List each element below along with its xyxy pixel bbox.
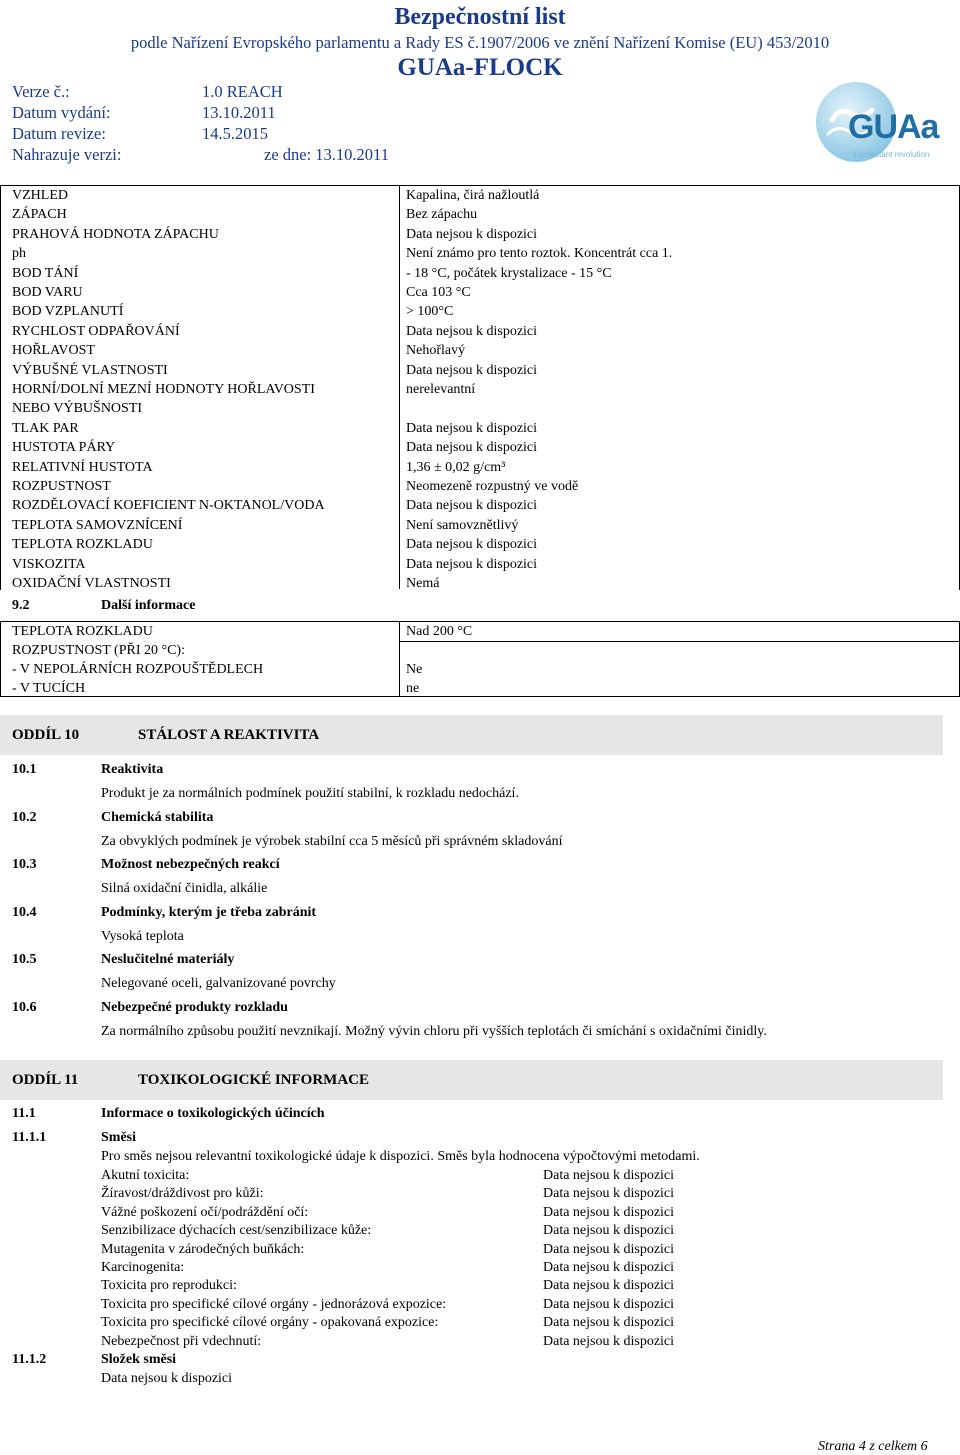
subsection-text: Nelegované oceli, galvanizované povrchy — [101, 976, 336, 992]
property-value: Data nejsou k dispozici — [406, 420, 538, 436]
toxicity-label: Karcinogenita: — [101, 1260, 185, 1275]
subsection-title: Reaktivita — [101, 762, 164, 777]
property-label: RELATIVNÍ HUSTOTA — [12, 459, 153, 475]
property-label: OXIDAČNÍ VLASTNOSTI — [12, 576, 171, 591]
product-name: GUAa-FLOCK — [397, 54, 563, 81]
subsection-number: 10.5 — [12, 952, 37, 968]
toxicity-label: Akutní toxicita: — [101, 1168, 190, 1183]
subsection-text: Produkt je za normálních podmínek použití stabilní, k rozkladu nedochází. — [101, 786, 519, 801]
property-label: ph — [12, 246, 26, 262]
meta-label: Datum vydání: — [12, 103, 111, 122]
subsection-text: Za normálního způsobu použití nevznikají. Možný vývin chloru při vyšších teplotách či smíchání s oxidačními činidly. — [101, 1024, 767, 1039]
components-text: Data nejsou k dispozici — [101, 1371, 233, 1386]
section-10-header — [0, 715, 943, 755]
toxicology-intro: Pro směs nejsou relevantní toxikologické údaje k dispozici. Směs byla hodnocena výpočtovými metodami. — [101, 1149, 700, 1164]
toxicity-value: Data nejsou k dispozici — [543, 1296, 675, 1312]
property-label: HUSTOTA PÁRY — [12, 440, 116, 456]
property-label: BOD VARU — [12, 285, 83, 300]
subsection-title: Nebezpečné produkty rozkladu — [101, 1000, 288, 1015]
property-label: TEPLOTA SAMOVZNÍCENÍ — [12, 517, 183, 533]
subsection-number: 9.2 — [12, 598, 30, 613]
toxicity-label: Nebezpečnost při vdechnutí: — [101, 1333, 262, 1349]
subsection-text: Za obvyklých podmínek je výrobek stabilní cca 5 měsíců při správném skladování — [101, 833, 563, 849]
property-value: nerelevantní — [406, 382, 476, 397]
property-value: Data nejsou k dispozici — [406, 556, 538, 572]
subsection-title: Podmínky, kterým je třeba zabránit — [101, 904, 317, 920]
meta-issue-date — [12, 103, 276, 123]
other-info-value: Ne — [406, 662, 423, 677]
subsection-number: 10.2 — [12, 809, 37, 825]
property-label: RYCHLOST ODPAŘOVÁNÍ — [12, 323, 180, 339]
property-value: Není samovznětlivý — [406, 517, 519, 533]
property-label: VÝBUŠNÉ VLASTNOSTI — [12, 362, 168, 378]
other-info-label: - V NEPOLÁRNÍCH ROZPOUŠTĚDLECH — [12, 662, 264, 677]
property-value: Kapalina, čirá nažloutlá — [406, 188, 540, 203]
section-number: ODDÍL 10 — [12, 727, 80, 743]
meta-label: Datum revize: — [12, 124, 106, 143]
property-value: Neomezeně rozpustný ve vodě — [406, 479, 579, 494]
property-label: NEBO VÝBUŠNOSTI — [12, 401, 143, 417]
meta-value: 13.10.2011 — [202, 103, 276, 122]
meta-supersedes — [12, 145, 389, 165]
property-value: Nemá — [406, 576, 440, 591]
logo-text: GUAa — [848, 108, 939, 146]
subsection-title: Neslučitelné materiály — [101, 952, 235, 968]
property-value: 1,36 ± 0,02 g/cm³ — [406, 459, 506, 475]
subsection-title: Složek směsi — [101, 1352, 177, 1367]
property-label: HOŘLAVOST — [12, 343, 95, 359]
toxicity-value: Data nejsou k dispozici — [543, 1333, 675, 1349]
section-number: ODDÍL 11 — [12, 1072, 79, 1088]
property-value: - 18 °C, počátek krystalizace - 15 °C — [406, 265, 612, 281]
meta-label: Nahrazuje verzi: — [12, 145, 122, 164]
property-value: Bez zápachu — [406, 207, 478, 223]
property-value: Data nejsou k dispozici — [406, 440, 538, 456]
meta-label: Verze č.: — [12, 82, 70, 101]
subsection-text: Vysoká teplota — [101, 928, 184, 944]
regulation-line: podle Nařízení Evropského parlamentu a Rady ES č.1907/2006 ve znění Nařízení Komise (EU) 453/2010 — [130, 33, 830, 52]
toxicity-label: Žíravost/dráždivost pro kůži: — [101, 1186, 264, 1202]
property-value: > 100°C — [406, 304, 454, 320]
property-value: Není známo pro tento roztok. Koncentrát cca 1. — [406, 246, 673, 262]
toxicity-value: Data nejsou k dispozici — [543, 1186, 675, 1202]
property-value: Data nejsou k dispozici — [406, 537, 538, 553]
toxicity-label: Toxicita pro reprodukci: — [101, 1278, 237, 1294]
meta-version — [12, 82, 283, 102]
property-label: TEPLOTA ROZKLADU — [12, 537, 153, 553]
toxicity-label: Toxicita pro specifické cílové orgány - jednorázová expozice: — [101, 1296, 447, 1312]
meta-value: 14.5.2015 — [202, 124, 268, 143]
subsection-text: Silná oxidační činidla, alkálie — [101, 881, 268, 897]
toxicity-value: Data nejsou k dispozici — [543, 1241, 675, 1257]
subsection-title: Informace o toxikologických účincích — [101, 1106, 325, 1121]
meta-value: ze dne: 13.10.2011 — [264, 145, 389, 164]
other-info-label: ROZPUSTNOST (PŘI 20 °C): — [12, 643, 185, 658]
property-value: Data nejsou k dispozici — [406, 362, 538, 378]
section-title: TOXIKOLOGICKÉ INFORMACE — [138, 1072, 369, 1088]
property-value: Data nejsou k dispozici — [406, 323, 538, 339]
logo-tagline: disinfectant revolution — [852, 150, 930, 159]
subsection-title: Směsi — [101, 1130, 136, 1145]
page-number: Strana 4 z celkem 6 — [818, 1439, 928, 1454]
company-logo — [812, 80, 952, 165]
subsection-number: 10.6 — [12, 1000, 37, 1015]
other-info-value: ne — [406, 681, 420, 696]
toxicity-label: Mutagenita v zárodečných buňkách: — [101, 1241, 305, 1257]
toxicity-value: Data nejsou k dispozici — [543, 1315, 675, 1331]
toxicity-value: Data nejsou k dispozici — [543, 1223, 675, 1239]
property-label: BOD VZPLANUTÍ — [12, 304, 124, 320]
toxicity-value: Data nejsou k dispozici — [543, 1260, 675, 1275]
toxicity-label: Senzibilizace dýchacích cest/senzibilizace kůže: — [101, 1223, 372, 1239]
toxicity-value: Data nejsou k dispozici — [543, 1204, 675, 1220]
property-value: Data nejsou k dispozici — [406, 498, 538, 514]
subsection-number: 10.1 — [12, 762, 37, 777]
other-info-label: TEPLOTA ROZKLADU — [12, 624, 153, 639]
subsection-title: Chemická stabilita — [101, 809, 214, 825]
subsection-number: 10.3 — [12, 857, 37, 873]
toxicity-label: Toxicita pro specifické cílové orgány - opakovaná expozice: — [101, 1315, 439, 1331]
meta-value: 1.0 REACH — [202, 82, 283, 101]
other-info-value: Nad 200 °C — [406, 624, 473, 639]
toxicity-label: Vážné poškození očí/podráždění očí: — [101, 1204, 309, 1220]
document-title: Bezpečnostní list — [394, 4, 566, 30]
toxicity-value: Data nejsou k dispozici — [543, 1168, 675, 1183]
property-label: BOD TÁNÍ — [12, 265, 79, 281]
section-title: STÁLOST A REAKTIVITA — [138, 727, 320, 743]
property-value: Nehořlavý — [406, 343, 466, 359]
property-label: ROZDĚLOVACÍ KOEFICIENT N-OKTANOL/VODA — [12, 498, 325, 514]
property-value: Cca 103 °C — [406, 285, 471, 300]
toxicity-value: Data nejsou k dispozici — [543, 1278, 675, 1294]
meta-revision-date — [12, 124, 268, 144]
subsection-number: 10.4 — [12, 904, 37, 920]
property-label: PRAHOVÁ HODNOTA ZÁPACHU — [12, 226, 219, 242]
section-11-header — [0, 1060, 943, 1100]
property-label: VISKOZITA — [12, 556, 86, 572]
subsection-number: 11.1.2 — [12, 1352, 47, 1367]
subsection-title: Další informace — [101, 598, 196, 613]
property-label: ZÁPACH — [12, 207, 67, 223]
subsection-title: Možnost nebezpečných reakcí — [101, 857, 280, 873]
subsection-number: 11.1.1 — [12, 1130, 47, 1145]
other-info-column-divider — [399, 621, 400, 697]
property-label: HORNÍ/DOLNÍ MEZNÍ HODNOTY HOŘLAVOSTI — [12, 382, 315, 397]
property-label: VZHLED — [12, 188, 68, 203]
properties-column-divider — [399, 185, 400, 589]
other-info-row-divider — [399, 641, 959, 642]
property-value: Data nejsou k dispozici — [406, 226, 538, 242]
property-label: ROZPUSTNOST — [12, 479, 111, 494]
other-info-label: - V TUCÍCH — [12, 681, 86, 696]
subsection-number: 11.1 — [12, 1106, 36, 1121]
property-label: TLAK PAR — [12, 420, 79, 436]
